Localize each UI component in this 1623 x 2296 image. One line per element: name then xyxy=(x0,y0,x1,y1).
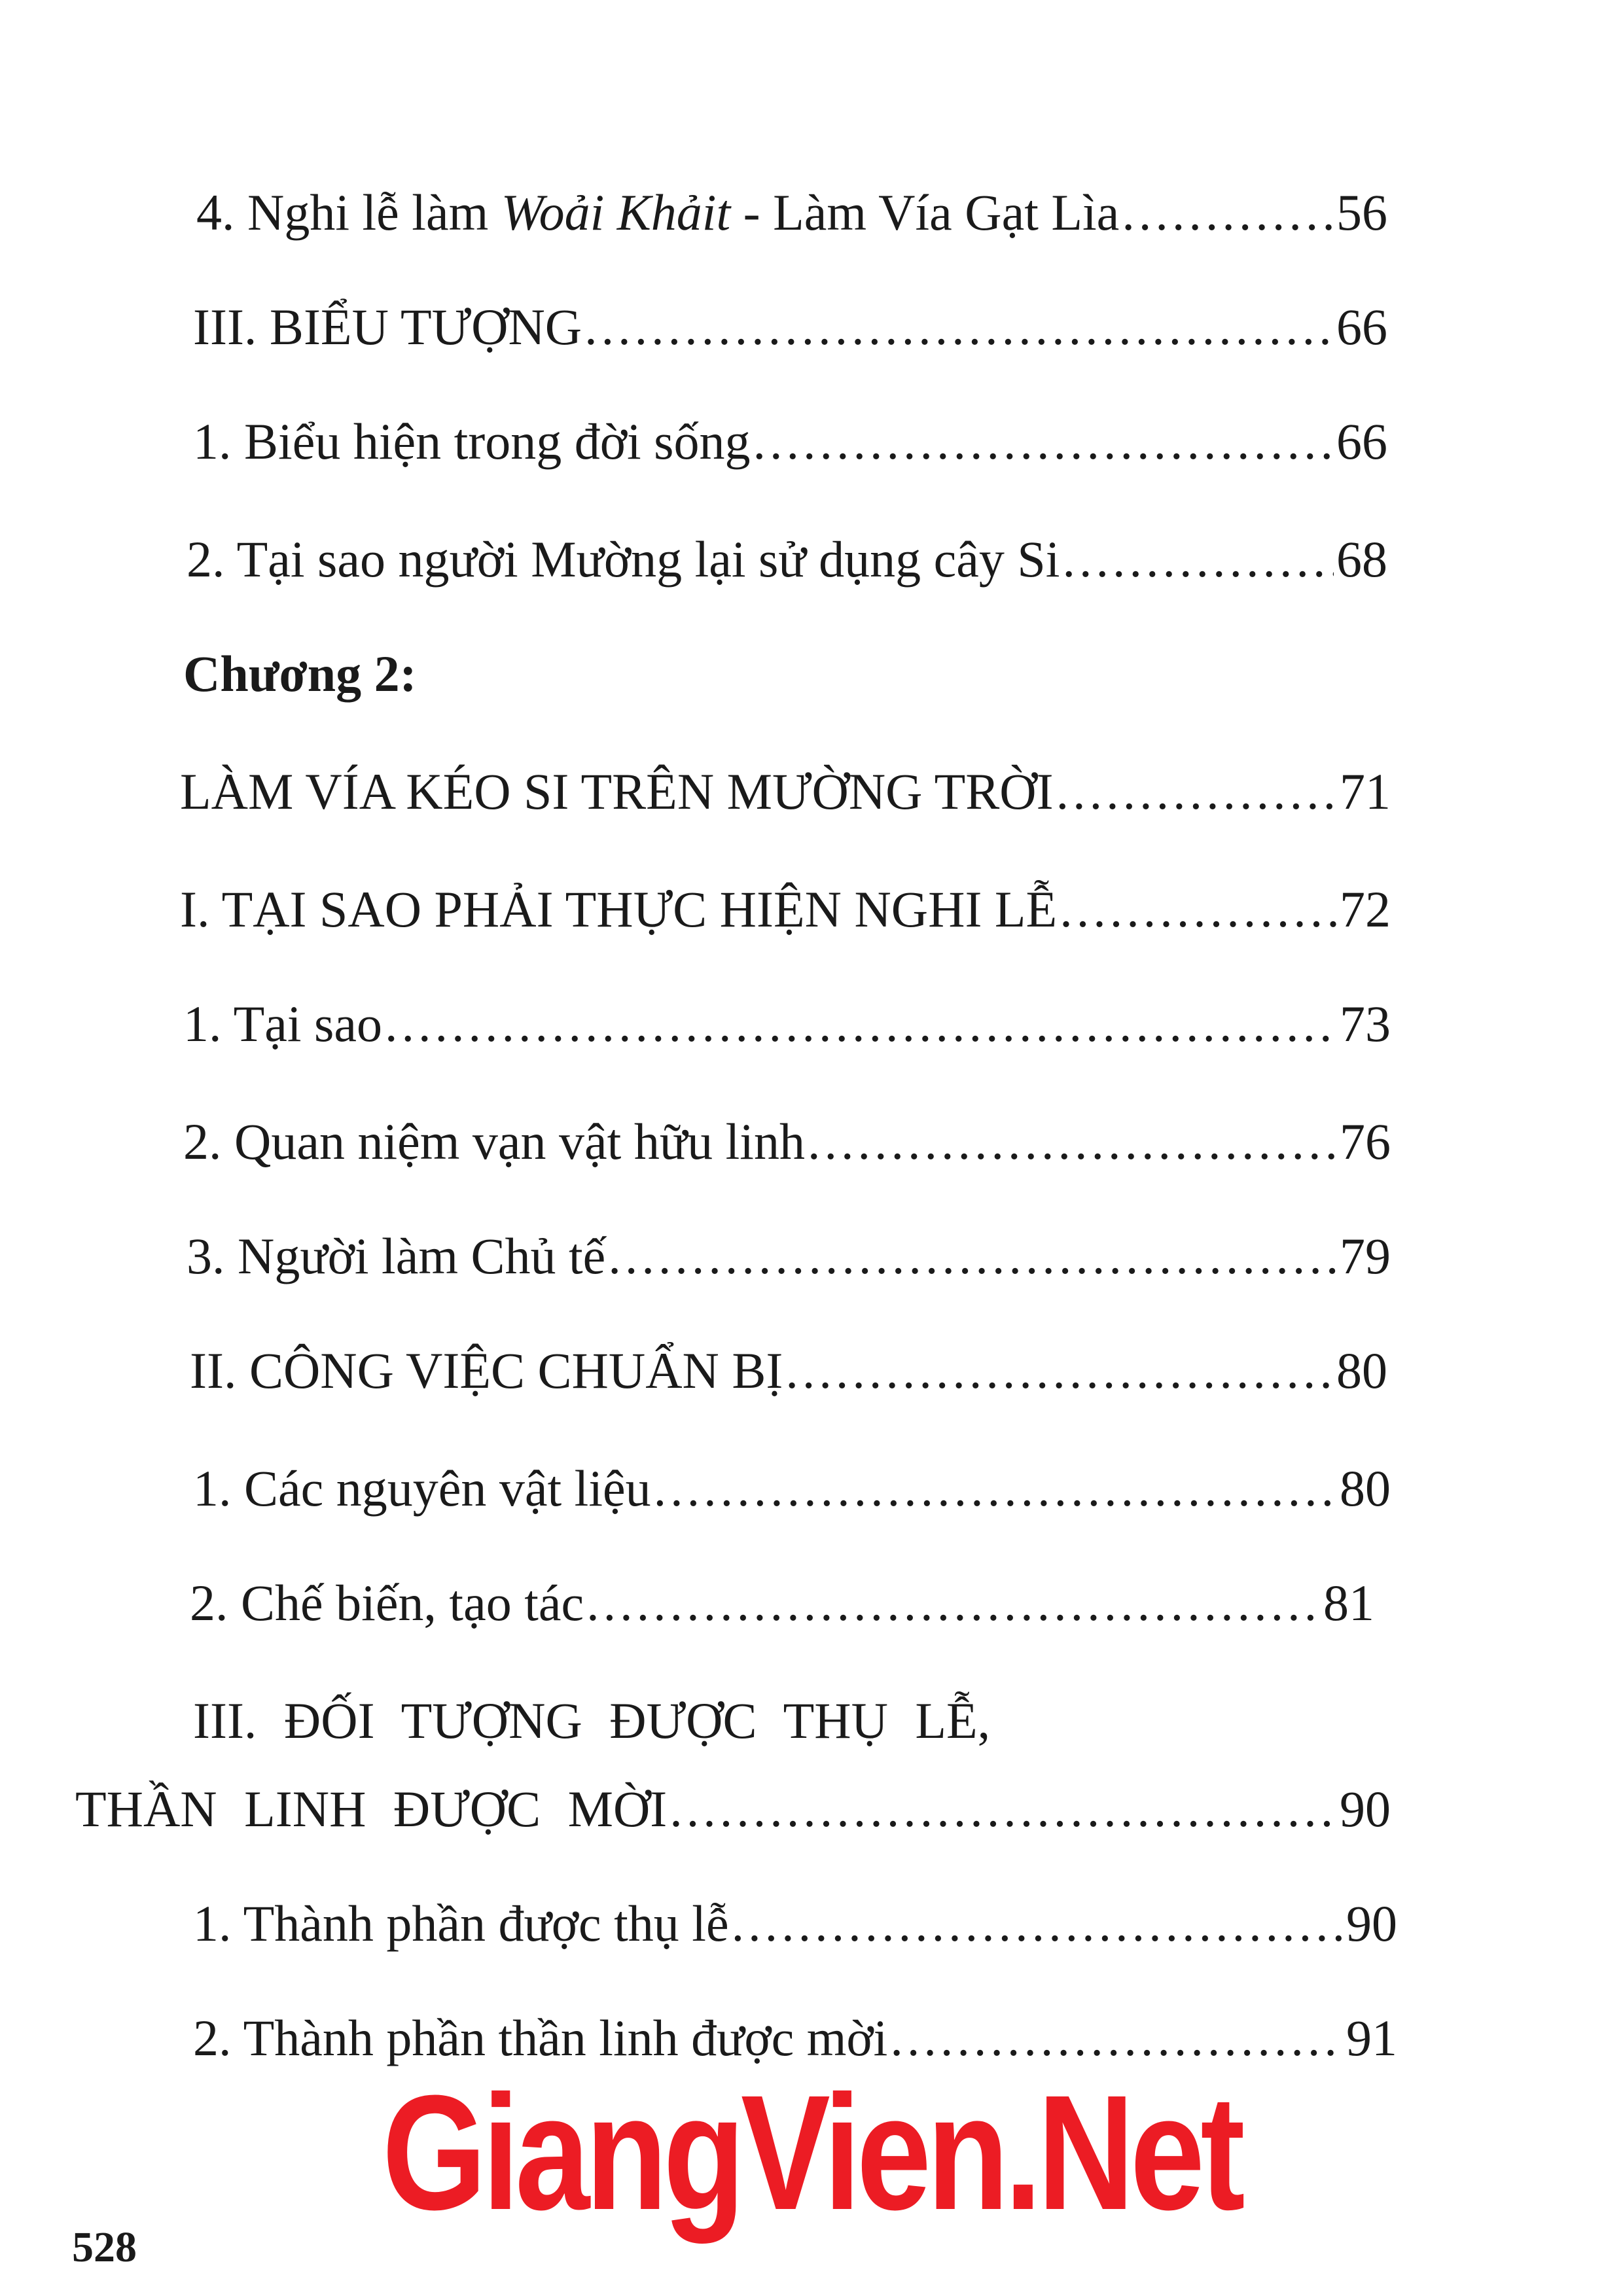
dot-leader xyxy=(785,1332,1334,1410)
dot-leader xyxy=(654,1449,1337,1528)
dot-leader xyxy=(385,985,1337,1063)
toc-entry xyxy=(190,1564,1374,1642)
dot-leader xyxy=(732,1884,1344,1963)
toc-entry-page: 56 xyxy=(1336,184,1387,241)
dot-leader xyxy=(669,1770,1337,1848)
dot-leader xyxy=(808,1103,1337,1181)
toc-entry-title: 1. Biểu hiện trong đời sống xyxy=(193,413,751,470)
toc-entry-title: 1. Các nguyên vật liệu xyxy=(193,1460,651,1517)
toc-entry-title: LÀM VÍA KÉO SI TRÊN MƯỜNG TRỜI xyxy=(180,763,1054,820)
toc-entry-page: 66 xyxy=(1336,298,1387,355)
toc-entry-page: 81 xyxy=(1323,1574,1374,1631)
toc-entry-wrapped xyxy=(193,1682,1175,1760)
dot-leader xyxy=(1060,870,1337,949)
toc-entry-title: 4. Nghi lễ làm Woải Khảit - Làm Vía Gạt Lìa xyxy=(196,184,1120,241)
dot-leader xyxy=(1062,520,1334,599)
toc-entry-title: 2. Quan niệm vạn vật hữu linh xyxy=(183,1113,805,1170)
toc-entry-page: 68 xyxy=(1336,531,1387,588)
dot-leader xyxy=(753,402,1334,481)
toc-entry xyxy=(75,1770,1391,1848)
toc-entry-title: THẦN LINH ĐƯỢC MỜI xyxy=(75,1780,668,1837)
toc-entry-title: 2. Thành phần thần linh được mời xyxy=(193,2009,888,2066)
dot-leader xyxy=(586,1564,1321,1642)
toc-entry-page: 66 xyxy=(1336,413,1387,470)
toc-entry-title: II. CÔNG VIỆC CHUẨN BỊ xyxy=(190,1342,783,1399)
toc-entry-page: 91 xyxy=(1346,2009,1397,2066)
toc-entry-title: I. TẠI SAO PHẢI THỰC HIỆN NGHI LỄ xyxy=(180,881,1058,938)
toc-entry-page: 79 xyxy=(1340,1227,1391,1284)
toc-entry-title: III. BIỂU TƯỢNG xyxy=(193,298,582,355)
toc-entry-title: 3. Người làm Chủ tế xyxy=(187,1227,606,1284)
toc-entry-title: 2. Chế biến, tạo tác xyxy=(190,1574,584,1631)
toc-entry xyxy=(183,1103,1391,1181)
chapter-heading xyxy=(183,635,1099,713)
dot-leader xyxy=(1056,752,1337,831)
dot-leader xyxy=(608,1217,1337,1296)
dot-leader xyxy=(1122,173,1334,252)
toc-entry-title: 1. Tại sao xyxy=(183,995,383,1052)
toc-entry xyxy=(187,520,1387,599)
dot-leader xyxy=(584,288,1334,366)
toc-entry-page: 76 xyxy=(1340,1113,1391,1170)
toc-entry xyxy=(180,752,1391,831)
toc-entry-page: 73 xyxy=(1340,995,1391,1052)
toc-entry xyxy=(193,1884,1397,1963)
toc-entry xyxy=(183,985,1391,1063)
toc-entry-page: 71 xyxy=(1340,763,1391,820)
toc-entry xyxy=(196,173,1387,252)
toc-entry-page: 90 xyxy=(1346,1895,1397,1952)
toc-entry xyxy=(193,1449,1391,1528)
toc-entry-page: 72 xyxy=(1340,881,1391,938)
toc-entry xyxy=(193,288,1387,366)
toc-entry-title: 2. Tại sao người Mường lại sử dụng cây Si xyxy=(187,531,1060,588)
toc-entry-title: 1. Thành phần được thụ lễ xyxy=(193,1895,729,1952)
toc-entry-page: 90 xyxy=(1340,1780,1391,1837)
toc-entry-title-italic: Woải Khảit xyxy=(501,184,731,241)
toc-entry xyxy=(190,1332,1387,1410)
toc-entry-page: 80 xyxy=(1340,1460,1391,1517)
toc-entry xyxy=(180,870,1391,949)
watermark: GiangVien.Net xyxy=(382,2061,1241,2244)
toc-entry xyxy=(187,1217,1391,1296)
toc-entry xyxy=(193,402,1387,481)
toc-entry-title: III. ĐỐI TƯỢNG ĐƯỢC THỤ LỄ, xyxy=(193,1692,991,1749)
toc-entry-title: Chương 2: xyxy=(183,645,417,702)
page-number: 528 xyxy=(72,2223,137,2271)
toc-entry-page: 80 xyxy=(1336,1342,1387,1399)
